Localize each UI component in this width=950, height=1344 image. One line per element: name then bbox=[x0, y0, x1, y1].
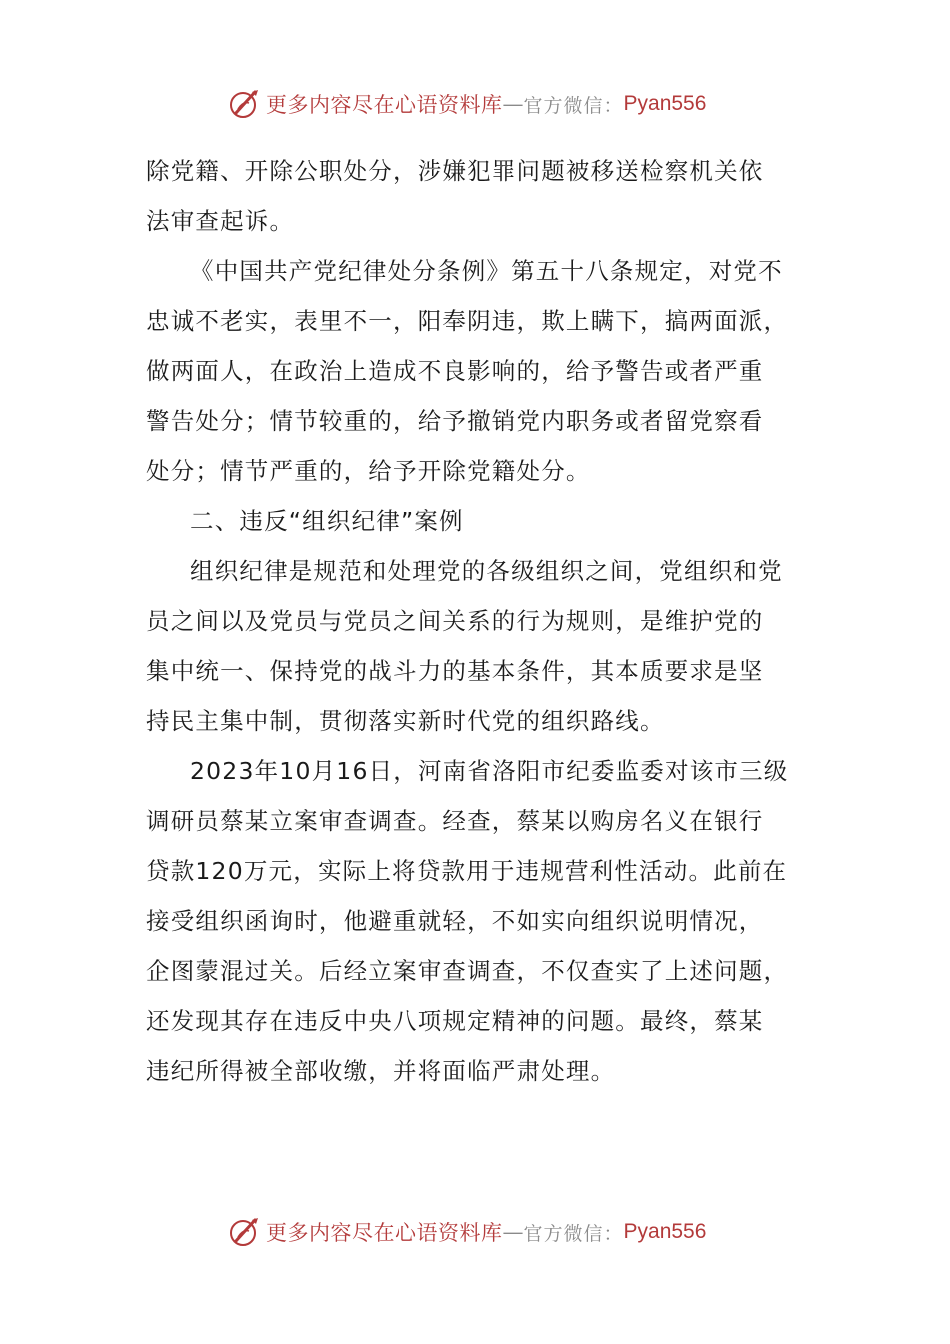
text-line: 集中统一、保持党的战斗力的基本条件，其本质要求是坚 bbox=[146, 657, 764, 685]
text-line: 员之间以及党员与党员之间关系的行为规则，是维护党的 bbox=[146, 607, 764, 635]
text-line: 警告处分；情节较重的，给予撤销党内职务或者留党察看 bbox=[146, 407, 764, 435]
banner-text: 更多内容尽在心语资料库 bbox=[266, 1221, 503, 1245]
banner-wechat-id: Pyan556 bbox=[623, 92, 707, 115]
text-line: 接受组织函询时，他避重就轻，不如实向组织说明情况， bbox=[146, 907, 764, 935]
text-line: 《中国共产党纪律处分条例》第五十八条规定，对党不 bbox=[190, 257, 783, 285]
text-line: 持民主集中制，贯彻落实新时代党的组织路线。 bbox=[146, 707, 665, 735]
text-line: 还发现其存在违反中央八项规定精神的问题。最终，蔡某 bbox=[146, 1007, 764, 1035]
text-line: 做两面人，在政治上造成不良影响的，给予警告或者严重 bbox=[146, 357, 764, 385]
section-heading: 二、违反“组织纪律”案例 bbox=[190, 507, 464, 535]
banner-separator: — bbox=[502, 1220, 524, 1244]
header-banner bbox=[228, 84, 706, 124]
text-line: 处分；情节严重的，给予开除党籍处分。 bbox=[146, 457, 591, 485]
pen-logo-icon bbox=[228, 87, 262, 121]
banner-wechat-id: Pyan556 bbox=[623, 1220, 707, 1243]
banner-wechat-label: 官方微信： bbox=[523, 1222, 624, 1245]
text-line: 企图蒙混过关。后经立案审查调查，不仅查实了上述问题， bbox=[146, 957, 789, 985]
text-line: 贷款120万元，实际上将贷款用于违规营利性活动。此前在 bbox=[146, 857, 788, 885]
text-line: 组织纪律是规范和处理党的各级组织之间，党组织和党 bbox=[190, 557, 783, 585]
text-line: 违纪所得被全部收缴，并将面临严肃处理。 bbox=[146, 1057, 616, 1085]
text-line: 除党籍、开除公职处分，涉嫌犯罪问题被移送检察机关依 bbox=[146, 157, 764, 185]
text-line: 忠诚不老实，表里不一，阳奉阴违，欺上瞒下，搞两面派， bbox=[146, 307, 789, 335]
banner-text: 更多内容尽在心语资料库 bbox=[266, 93, 503, 117]
banner-wechat-label: 官方微信： bbox=[523, 94, 624, 117]
text-line: 调研员蔡某立案审查调查。经查，蔡某以购房名义在银行 bbox=[146, 807, 764, 835]
text-line: 法审查起诉。 bbox=[146, 207, 295, 235]
footer-banner bbox=[228, 1212, 706, 1252]
document-body bbox=[146, 146, 814, 1096]
text-line: 2023年10月16日，河南省洛阳市纪委监委对该市三级 bbox=[190, 757, 789, 785]
banner-separator: — bbox=[502, 92, 524, 116]
pen-logo-icon bbox=[228, 1215, 262, 1249]
